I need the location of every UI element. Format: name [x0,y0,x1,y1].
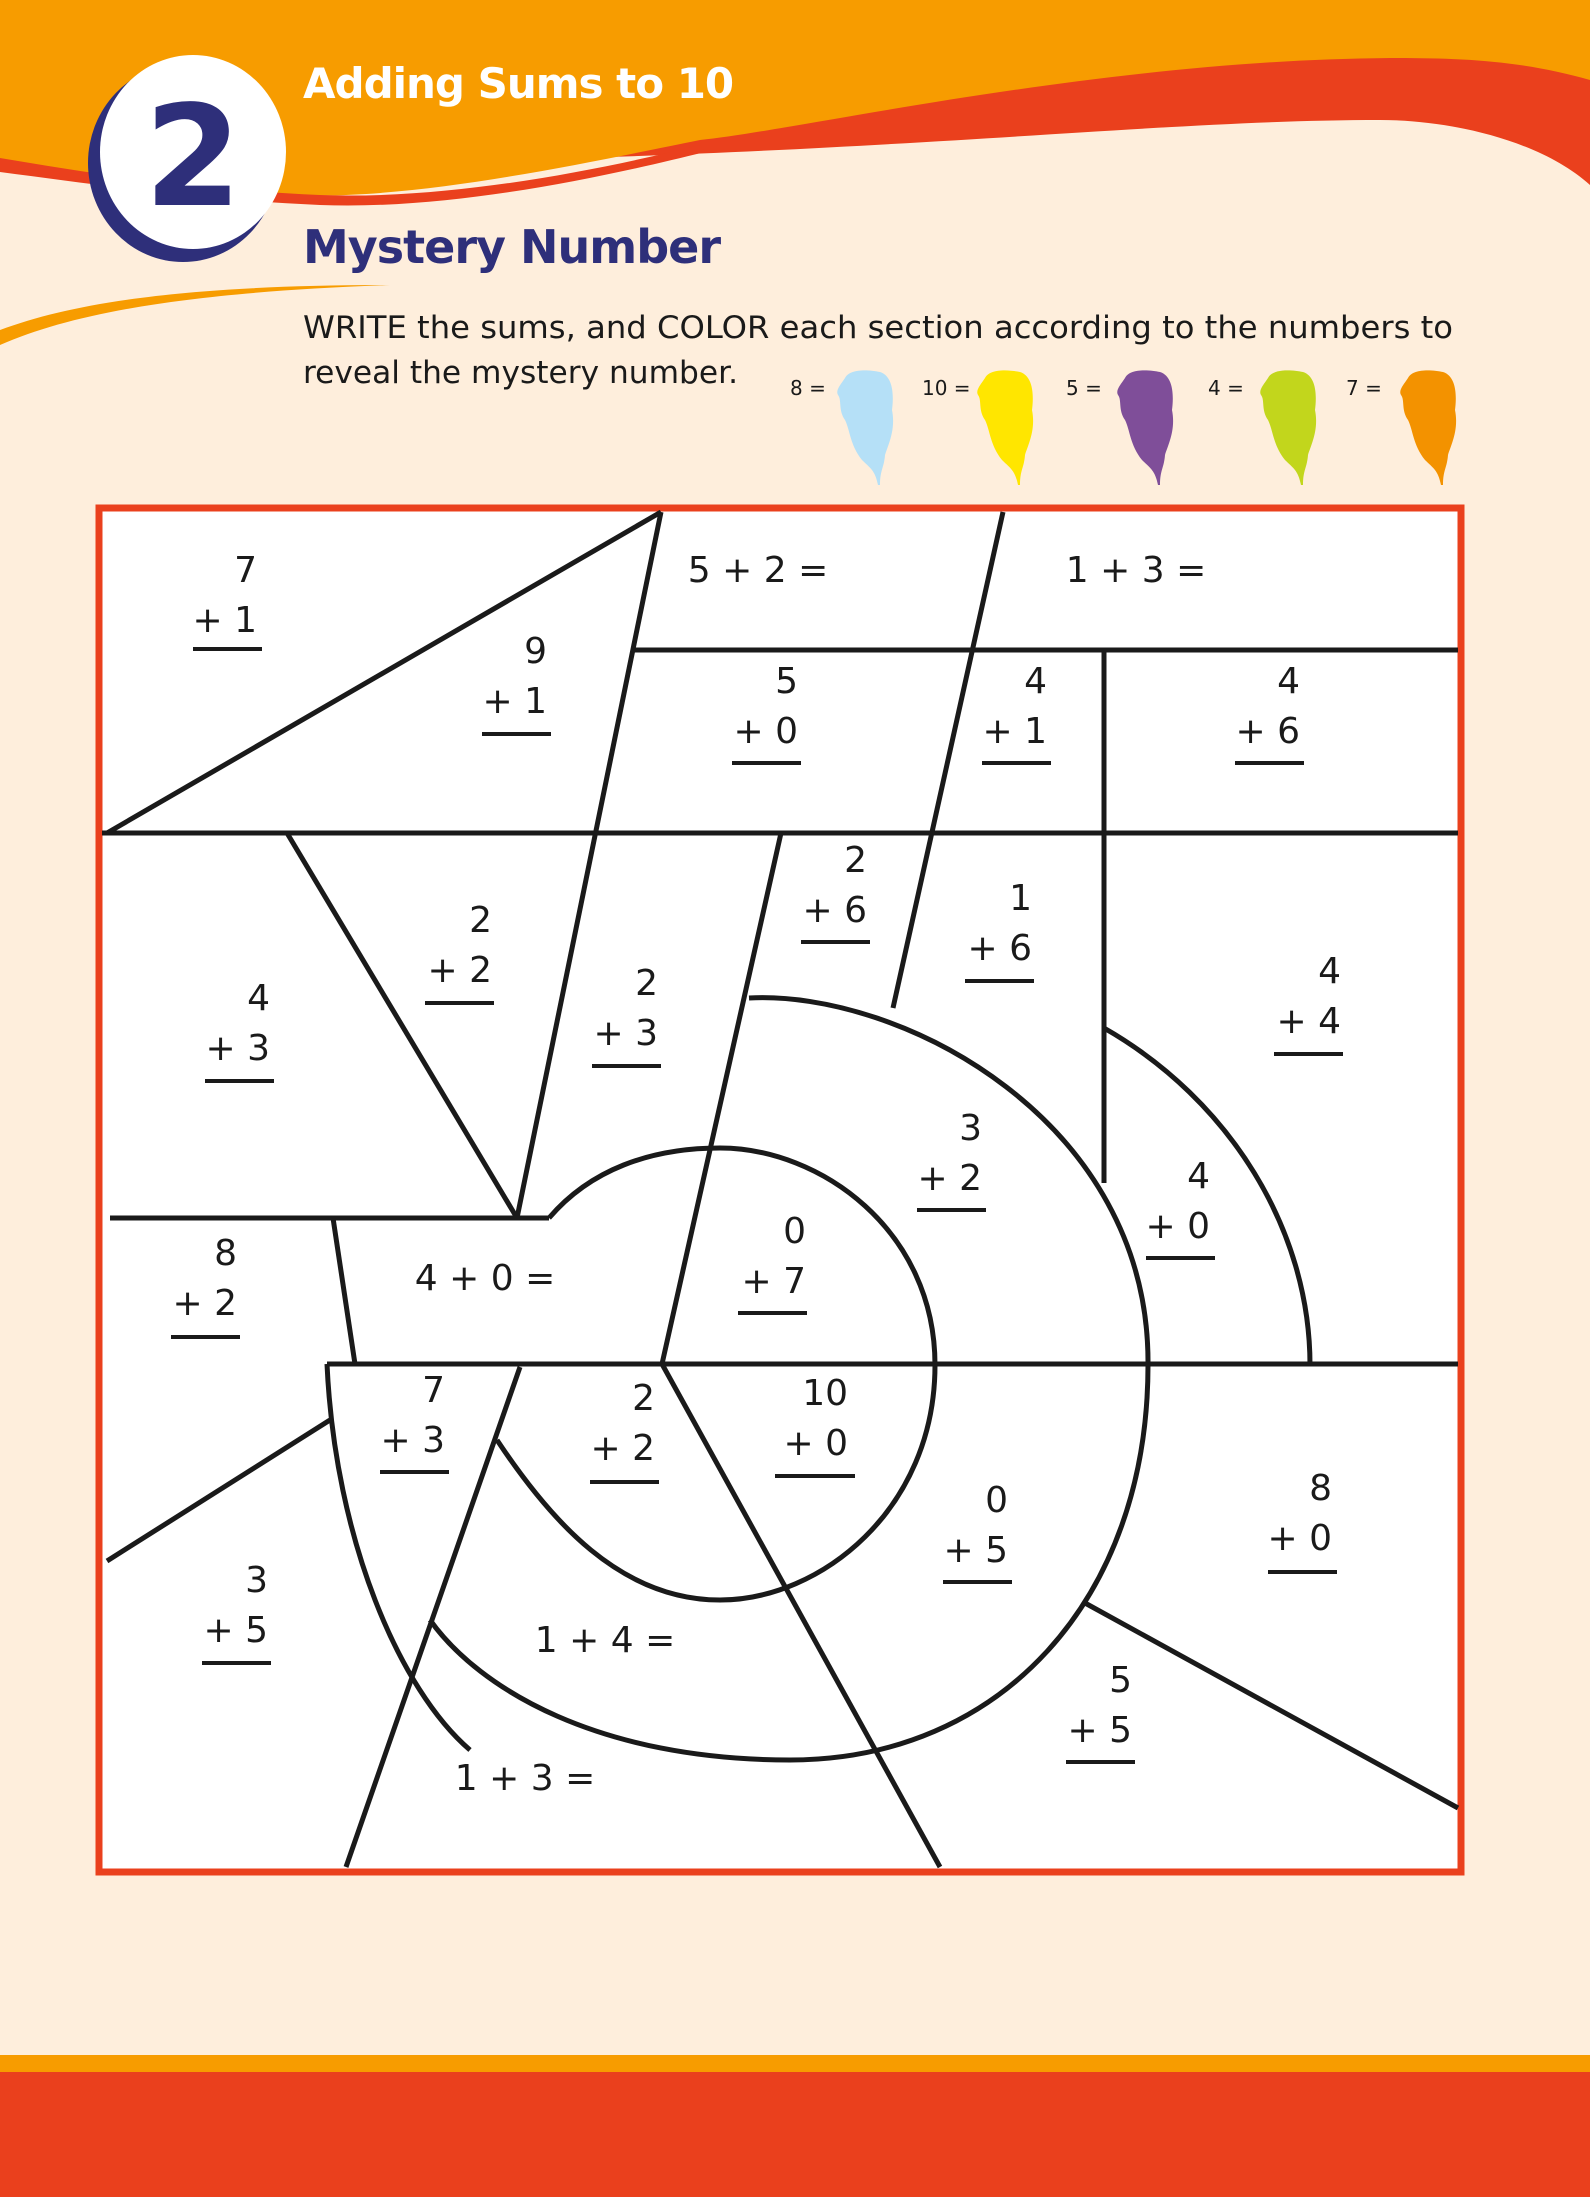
svg-text:9: 9 [524,631,547,672]
svg-text:+ 0: + 0 [783,1423,848,1464]
footer-orange-band [0,2055,1590,2072]
problem-p04: 1 + 3 = [1065,550,1207,591]
svg-text:+ 3: + 3 [593,1013,658,1054]
legend-item-8 [790,370,893,485]
problem-p18: 4 + 0 = [414,1258,556,1299]
section-title: Mystery Number [303,220,721,274]
problem-p03: 5 + 2 = [687,550,829,591]
svg-text:5: 5 [775,661,798,702]
legend-item-4 [1208,370,1316,485]
svg-text:+ 6: + 6 [802,890,867,931]
footer-red-band [0,2072,1590,2197]
svg-text:+ 2: + 2 [917,1158,982,1199]
svg-text:4: 4 [1024,661,1047,702]
svg-text:4: 4 [1277,661,1300,702]
svg-text:8: 8 [1309,1468,1332,1509]
svg-text:+ 0: + 0 [733,711,798,752]
paint-splat-yellow-icon [977,370,1033,485]
svg-text:4: 4 [1318,951,1341,992]
svg-text:+ 1: + 1 [982,711,1047,752]
legend-item-7 [1346,370,1456,485]
svg-text:8: 8 [214,1233,237,1274]
svg-text:+ 6: + 6 [1235,711,1300,752]
svg-text:+ 7: + 7 [741,1261,806,1302]
svg-text:0: 0 [985,1480,1008,1521]
svg-text:+ 5: + 5 [203,1610,268,1651]
svg-text:+ 2: + 2 [590,1428,655,1469]
page-title: Adding Sums to 10 [303,59,734,108]
legend-item-10 [922,370,1033,485]
svg-text:+ 1: + 1 [482,681,547,722]
badge-number: 2 [144,76,242,239]
svg-text:+ 3: + 3 [380,1420,445,1461]
instructions-line-1: WRITE the sums, and COLOR each section according to the numbers to [303,310,1453,346]
svg-text:10: 10 [802,1373,848,1414]
svg-text:+ 5: + 5 [1067,1710,1132,1751]
svg-text:3: 3 [959,1108,982,1149]
paint-splat-lime-green-icon [1260,370,1316,485]
svg-text:+ 1: + 1 [192,600,257,641]
legend-label: 5 = [1066,376,1102,400]
svg-text:2: 2 [469,900,492,941]
legend-label: 10 = [922,376,971,400]
svg-text:+ 2: + 2 [172,1283,237,1324]
instructions-line-2: reveal the mystery number. [303,355,738,391]
svg-text:1: 1 [1009,878,1032,919]
problem-p27: 1 + 3 = [454,1758,596,1799]
svg-text:3: 3 [245,1560,268,1601]
svg-text:5: 5 [1109,1660,1132,1701]
svg-text:4: 4 [1187,1156,1210,1197]
color-legend [790,370,1456,485]
svg-text:+ 5: + 5 [943,1530,1008,1571]
svg-text:+ 2: + 2 [427,950,492,991]
svg-text:2: 2 [635,963,658,1004]
svg-text:7: 7 [422,1370,445,1411]
legend-label: 7 = [1346,376,1382,400]
paint-splat-orange-icon [1400,370,1456,485]
svg-text:2: 2 [632,1378,655,1419]
svg-text:+ 0: + 0 [1145,1206,1210,1247]
coloring-puzzle [99,508,1461,1872]
paint-splat-light-blue-icon [837,370,893,485]
svg-text:+ 0: + 0 [1267,1518,1332,1559]
svg-text:7: 7 [234,550,257,591]
svg-text:+ 6: + 6 [967,928,1032,969]
problem-p25: 1 + 4 = [534,1620,676,1661]
legend-item-5 [1066,370,1173,485]
svg-text:+ 3: + 3 [205,1028,270,1069]
svg-text:0: 0 [783,1211,806,1252]
legend-label: 8 = [790,376,826,400]
paint-splat-purple-icon [1117,370,1173,485]
svg-text:4: 4 [247,978,270,1019]
svg-text:2: 2 [844,840,867,881]
svg-text:+ 4: + 4 [1276,1001,1341,1042]
legend-label: 4 = [1208,376,1244,400]
